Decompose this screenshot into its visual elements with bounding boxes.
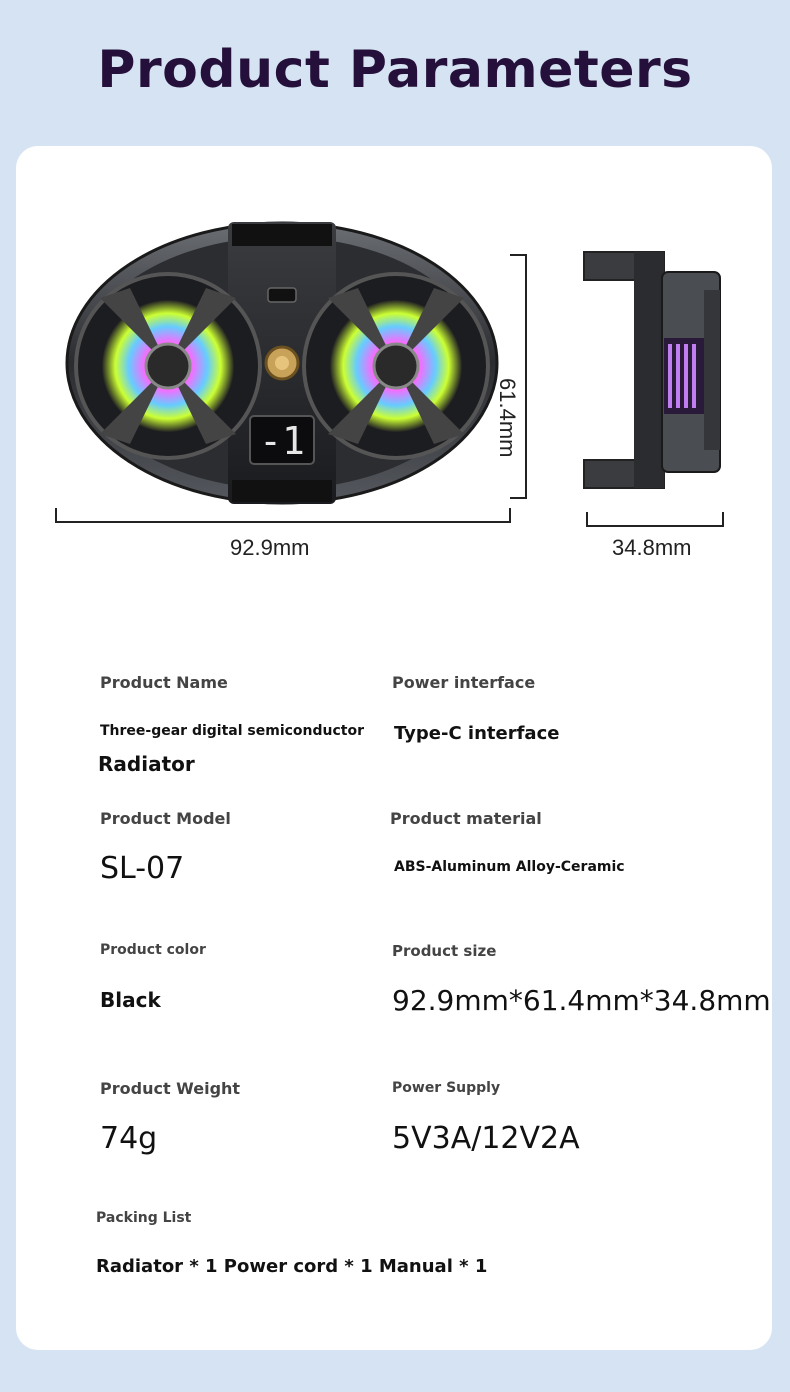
power-interface-value: Type-C interface <box>394 723 560 744</box>
power-interface-label: Power interface <box>392 673 536 692</box>
product-model-value: SL-07 <box>100 851 185 886</box>
packing-list-value: Radiator * 1 Power cord * 1 Manual * 1 <box>96 1256 488 1277</box>
product-color-value: Black <box>100 988 161 1012</box>
product-weight-value: 74g <box>100 1121 158 1156</box>
product-size-value: 92.9mm*61.4mm*34.8mm <box>392 984 771 1017</box>
product-name-label: Product Name <box>100 673 228 692</box>
product-name-value-line2: Radiator <box>98 752 195 776</box>
product-color-label: Product color <box>100 942 206 958</box>
width-dimension-label: 92.9mm <box>230 535 310 560</box>
dimension-lines <box>0 0 790 560</box>
product-name-value-line1: Three-gear digital semiconductor <box>100 723 365 739</box>
packing-list-label: Packing List <box>96 1210 192 1226</box>
page-title: Product Parameters <box>97 40 693 100</box>
product-material-label: Product material <box>390 809 542 828</box>
power-supply-label: Power Supply <box>392 1080 501 1096</box>
depth-dimension-label: 34.8mm <box>612 535 692 560</box>
power-supply-value: 5V3A/12V2A <box>392 1121 580 1156</box>
product-weight-label: Product Weight <box>100 1079 241 1098</box>
product-size-label: Product size <box>392 942 497 960</box>
product-model-label: Product Model <box>100 809 231 828</box>
height-dimension-label: 61.4mm <box>495 378 520 458</box>
product-material-value: ABS-Aluminum Alloy-Ceramic <box>394 859 625 875</box>
digital-display: -1 <box>259 419 305 463</box>
